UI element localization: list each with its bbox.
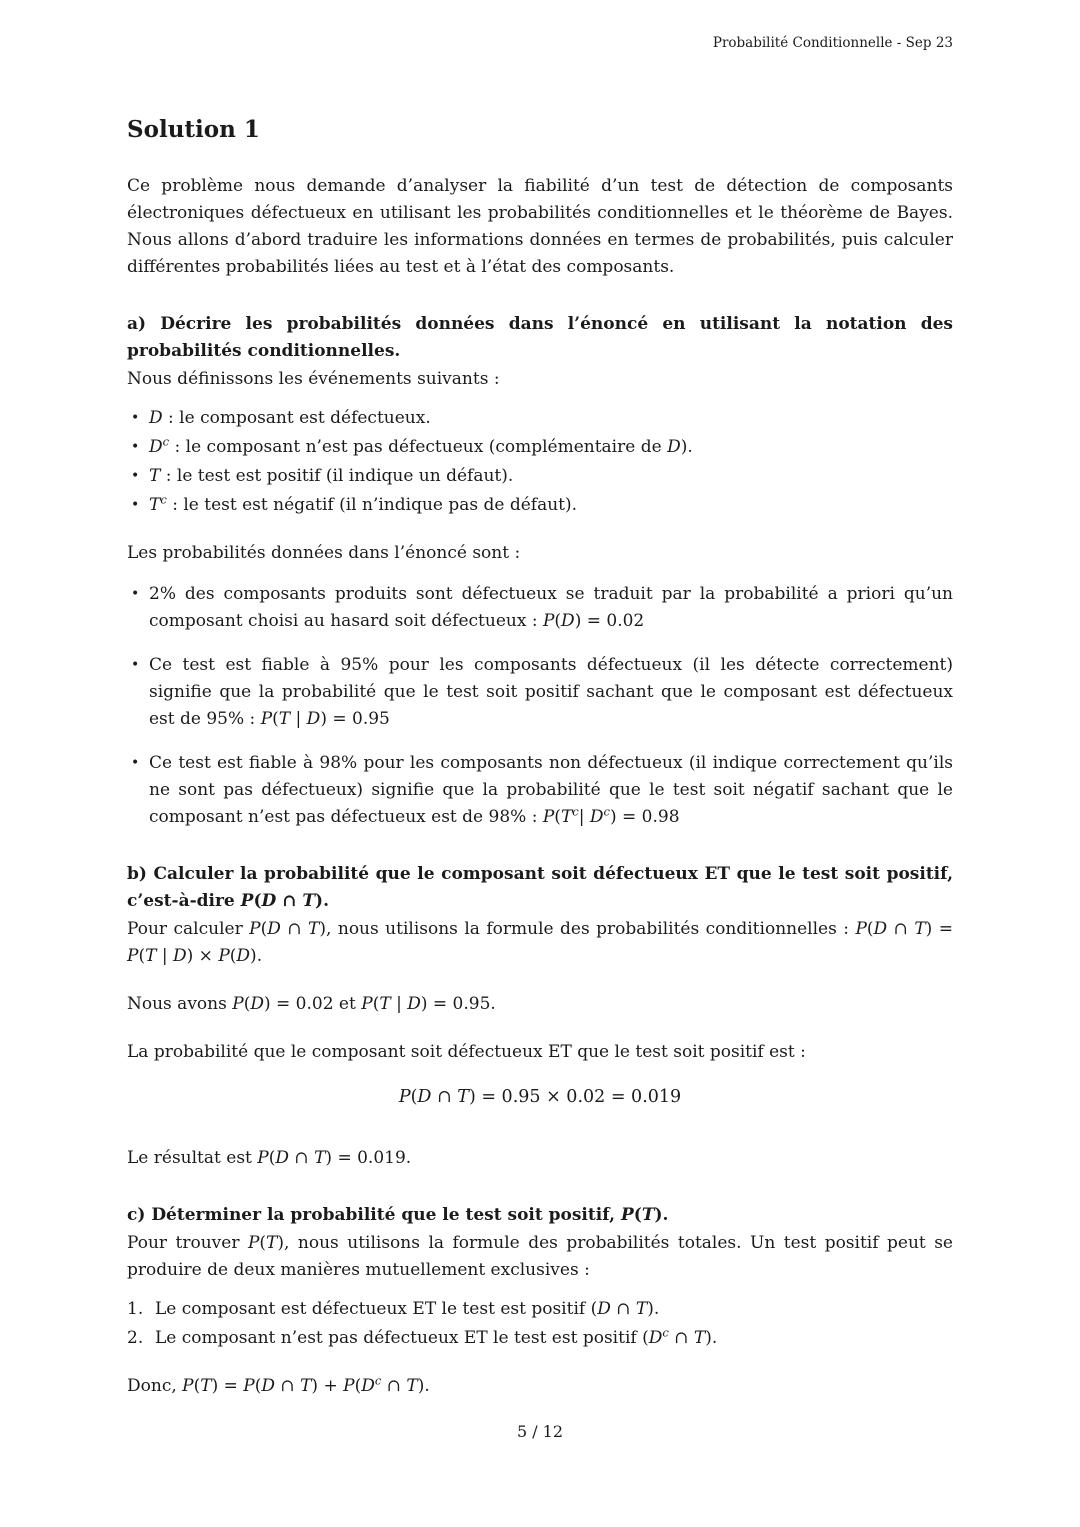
math-expression: ($D^c$ ∩ T) [642,1325,712,1348]
math-expression: D [667,437,681,457]
math-expression: P(T | D) = 0.95 [260,709,390,729]
page-header [127,34,953,52]
page-number: 5 / 12 [516,1422,564,1441]
math-expression: P(D) = 0.02 [542,611,645,631]
given-probabilities-list [127,581,953,831]
math-expression: P(T | D) = 0.95 [361,994,491,1014]
math-expression: P(D ∩ T) = 0.019 [257,1148,406,1168]
list-item: 2. Le composant n’est pas défectueux ET le test est positif ($D^c$ ∩ T). [127,1325,953,1352]
bullet-marker: • [131,439,140,455]
solution-body [127,173,953,1400]
list-item: • Ce test est fiable à 95% pour les composants défectueux (il les détecte correctement) signifie que la probabilité que le test soit positif sachant que le composant est défectueux est de 95% : P(T | D) = 0.95 [127,652,953,733]
part-b-equation [127,1084,953,1111]
math-expression: D [149,408,163,428]
list-item: • Ce test est fiable à 98% pour les composants non défectueux (il indique correctement qu’ils ne sont pas défectueux) signifie que la probabilité que le test soit négatif sachant que le composant n’est pas défectueux est de 98% : $P(T^c|$ $D^c) = 0.98$ [127,750,953,831]
math-expression: P(D ∩ T) [240,891,324,911]
bullet-marker: • [131,410,140,426]
bullet-marker: • [131,468,140,484]
math-expression: $T^c$ [149,492,167,515]
bullet-marker: • [131,586,140,602]
math-expression: P(T) [620,1205,663,1225]
math-expression: T [149,466,161,486]
intro-paragraph: Ce problème nous demande d’analyser la fiabilité d’un test de détection de composants électroniques défectueux en utilisant les probabilités conditionnelles et le théorème de Bayes. Nous allons d’abord traduire les informations données en termes de probabilités, puis calculer différentes probabilités liées au test et à l’état des composants. [127,176,953,277]
list-item: • D : le composant est défectueux. [127,405,953,432]
list-item: • $D^c$ : le composant n’est pas défectueux (complémentaire de D). [127,434,953,461]
list-item: • 2% des composants produits sont défectueux se traduit par la probabilité a priori qu’un composant choisi au hasard soit défectueux : P(D) = 0.02 [127,581,953,635]
math-expression: $P(T^c|$ $D^c) = 0.98$ [542,804,680,827]
math-expression: P(D ∩ T) [249,919,327,939]
given-probabilities-intro: Les probabilités données dans l’énoncé sont : [127,543,521,563]
header-title: Probabilité Conditionnelle - Sep 23 [712,35,953,51]
bullet-marker: • [131,657,140,673]
part-c-heading: c) Déterminer la probabilité que le test soit positif, P(T). [127,1205,669,1225]
math-expression: P(D ∩ T) = P(T | D) × P(D) [127,919,953,966]
math-expression: P(D ∩ T) = 0.95 × 0.02 = 0.019 [398,1087,682,1107]
part-b-result: Le résultat est P(D ∩ T) = 0.019. [127,1148,412,1168]
part-c-formula: Donc, P(T) = P(D ∩ $T) + P(D^c$ ∩ T). [127,1373,430,1396]
part-c-method: Pour trouver P(T), nous utilisons la formule des probabilités totales. Un test positif peut se produire de deux manières mutuellement exclusives : [127,1233,953,1280]
math-expression: P(T) [247,1233,285,1253]
solution-title: Solution 1 [127,116,260,143]
math-expression: P(D) = 0.02 [232,994,334,1014]
list-number: 1. [127,1299,144,1319]
document-content [127,114,953,1400]
page-footer [0,1422,1080,1441]
math-expression: P(T) = P(D ∩ $T) + P(D^c$ ∩ T) [182,1373,425,1396]
math-expression: (D ∩ T) [590,1299,654,1319]
part-c-cases-list [127,1296,953,1352]
math-expression: $D^c$ [149,434,170,457]
bullet-marker: • [131,755,140,771]
list-number: 2. [127,1328,144,1348]
events-list [127,405,953,519]
list-item: 1. Le composant est défectueux ET le test est positif (D ∩ T). [127,1296,953,1323]
list-item: • T : le test est positif (il indique un défaut). [127,463,953,490]
part-b-values: Nous avons P(D) = 0.02 et P(T | D) = 0.95. [127,994,496,1014]
bullet-marker: • [131,497,140,513]
list-item: • $T^c$ : le test est négatif (il n’indique pas de défaut). [127,492,953,519]
part-b-lead: La probabilité que le composant soit défectueux ET que le test soit positif est : [127,1042,806,1062]
part-a-heading: a) Décrire les probabilités données dans l’énoncé en utilisant la notation des probabilités conditionnelles. [127,314,953,361]
part-b-heading: b) Calculer la probabilité que le composant soit défectueux ET que le test soit positif, c’est-à-dire P(D ∩ T). [127,864,953,911]
part-b-method: Pour calculer P(D ∩ T), nous utilisons la formule des probabilités conditionnelles : P(D ∩ T) = P(T | D) × P(D). [127,919,953,966]
events-intro: Nous définissons les événements suivants : [127,369,500,389]
